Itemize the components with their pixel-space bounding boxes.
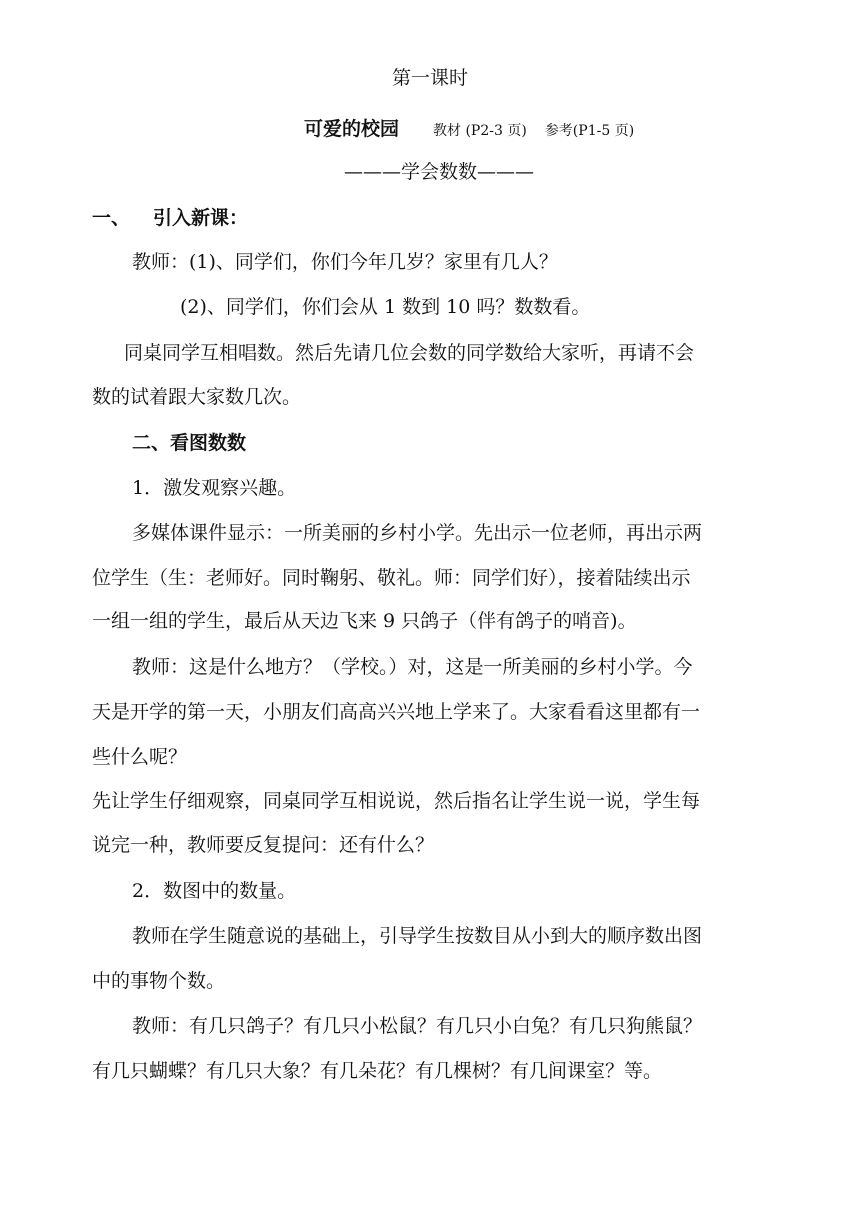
- step2-heading: 2．数图中的数量。: [132, 880, 297, 902]
- lesson-subtitle: ———学会数数———: [344, 161, 535, 183]
- lesson-title-row: [304, 114, 634, 141]
- media-paragraph-line2: 位学生（生：老师好。同时鞠躬、敬礼。师：同学们好），接着陆续出示: [92, 567, 691, 589]
- observe-paragraph-line1: 先让学生仔细观察，同桌同学互相说说，然后指名让学生说一说，学生每: [92, 790, 701, 812]
- place-paragraph-line1: 教师：这是什么地方？（学校。）对，这是一所美丽的乡村小学。今: [132, 656, 693, 678]
- teacher-question-1: 教师：(1)、同学们，你们今年几岁？家里有几人？: [132, 251, 558, 273]
- section1-heading: 引入新课：: [153, 207, 249, 229]
- guide-paragraph-line2: 中的事物个数。: [92, 970, 226, 992]
- textbook-reference: 教材 (P2-3 页): [433, 123, 527, 139]
- teacher-question-2: (2)、同学们，你们会从 1 数到 10 吗？数数看。: [180, 296, 591, 318]
- lesson-number: 第一课时: [391, 67, 468, 89]
- place-paragraph-line3: 些什么呢？: [92, 746, 188, 768]
- media-paragraph-line1: 多媒体课件显示：一所美丽的乡村小学。先出示一位老师，再出示两: [132, 522, 703, 544]
- lesson-title: 可爱的校园: [304, 118, 400, 140]
- count-paragraph-line1: 同桌同学互相唱数。然后先请几位会数的同学数给大家听，再请不会: [124, 342, 695, 364]
- section2-heading: 二、看图数数: [132, 432, 247, 454]
- count-paragraph-line2: 数的试着跟大家数几次。: [92, 386, 302, 408]
- guide-paragraph-line1: 教师在学生随意说的基础上，引导学生按数目从小到大的顺序数出图: [132, 925, 703, 947]
- reference-pages: 参考(P1-5 页): [544, 123, 635, 139]
- place-paragraph-line2: 天是开学的第一天，小朋友们高高兴兴地上学来了。大家看看这里都有一: [92, 701, 701, 723]
- questions-paragraph-line1: 教师：有几只鸽子？有几只小松鼠？有几只小白兔？有几只狗熊鼠？: [132, 1015, 703, 1037]
- observe-paragraph-line2: 说完一种，教师要反复提问：还有什么？: [92, 834, 435, 856]
- step1-heading: 1．激发观察兴趣。: [132, 477, 297, 499]
- media-paragraph-line3: 一组一组的学生，最后从天边飞来 9 只鸽子（伴有鸽子的哨音)。: [92, 610, 637, 632]
- questions-paragraph-line2: 有几只蝴蝶？有几只大象？有几朵花？有几棵树？有几间课室？等。: [92, 1060, 663, 1082]
- section1-heading-number: 一、: [92, 207, 131, 229]
